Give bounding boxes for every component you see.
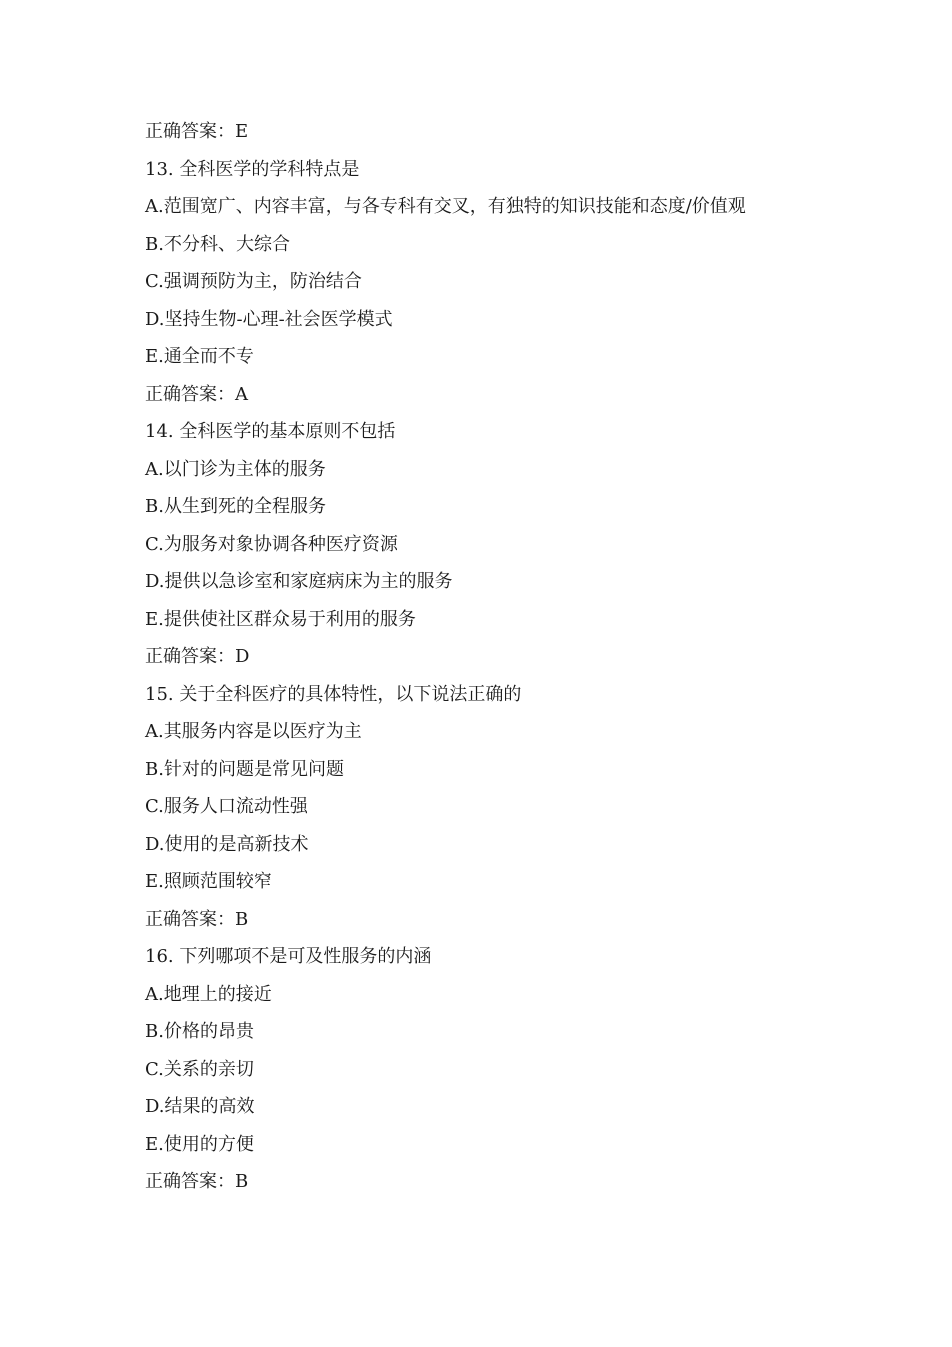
answer-line: 正确答案：A — [145, 383, 248, 405]
option-a: A.地理上的接近 — [145, 983, 272, 1005]
option-c: C.强调预防为主，防治结合 — [145, 271, 362, 292]
option-c: C.为服务对象协调各种医疗资源 — [145, 533, 398, 555]
option-e: E.提供使社区群众易于利用的服务 — [145, 608, 416, 630]
question-15: 15. 关于全科医疗的具体特性，以下说法正确的 — [145, 683, 522, 705]
option-e: E.使用的方便 — [145, 1133, 254, 1155]
option-b: B.价格的昂贵 — [145, 1021, 254, 1042]
option-b: B.不分科、大综合 — [145, 233, 290, 255]
option-b: B.针对的问题是常见问题 — [145, 758, 344, 780]
option-a: A.以门诊为主体的服务 — [145, 458, 326, 480]
option-c: C.服务人口流动性强 — [145, 796, 308, 817]
option-d: D.结果的高效 — [145, 1096, 255, 1117]
question-14: 14. 全科医学的基本原则不包括 — [145, 421, 396, 442]
answer-line: 正确答案：B — [145, 908, 249, 930]
answer-line: 正确答案：D — [145, 646, 250, 667]
option-a: A.其服务内容是以医疗为主 — [145, 721, 362, 742]
option-e: E.通全而不专 — [145, 346, 254, 367]
answer-line: 正确答案：B — [145, 1171, 249, 1192]
option-c: C.关系的亲切 — [145, 1058, 254, 1080]
option-d: D.使用的是高新技术 — [145, 833, 309, 855]
option-d: D.提供以急诊室和家庭病床为主的服务 — [145, 571, 453, 592]
exam-content — [145, 120, 845, 1208]
question-13: 13. 全科医学的学科特点是 — [145, 158, 360, 180]
question-16: 16. 下列哪项不是可及性服务的内涵 — [145, 946, 432, 967]
answer-line: 正确答案：E — [145, 121, 249, 142]
option-a: A.范围宽广、内容丰富，与各专科有交叉，有独特的知识技能和态度/价值观 — [145, 196, 746, 217]
option-e: E.照顾范围较窄 — [145, 871, 272, 892]
option-b: B.从生到死的全程服务 — [145, 496, 326, 517]
option-d: D.坚持生物-心理-社会医学模式 — [145, 308, 393, 330]
